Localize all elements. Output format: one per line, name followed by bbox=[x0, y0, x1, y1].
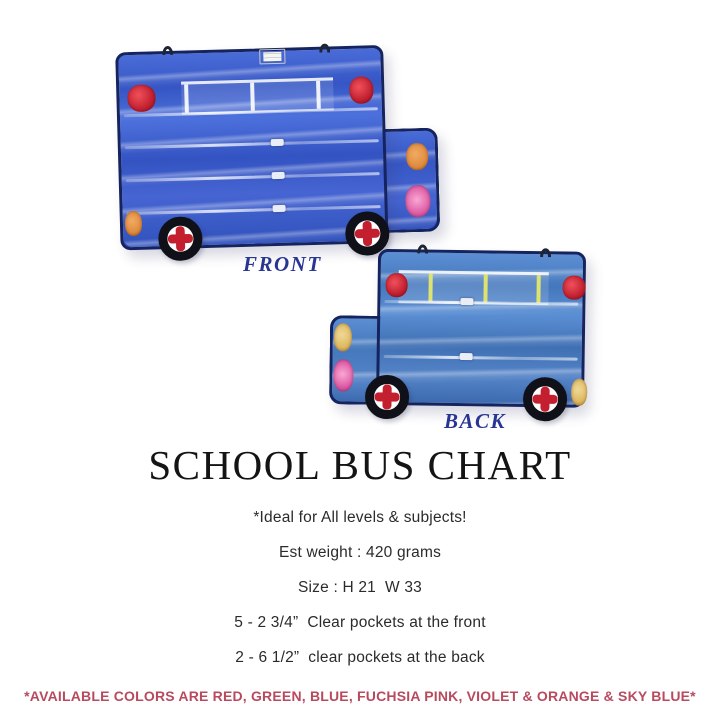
front-view-label: FRONT bbox=[243, 252, 322, 276]
window-divider bbox=[483, 274, 487, 302]
wheel-hub bbox=[381, 391, 393, 403]
detail-front-pockets: 5 - 2 3/4” Clear pockets at the front bbox=[234, 614, 486, 631]
pocket-tab bbox=[271, 139, 284, 146]
window-divider bbox=[184, 84, 189, 112]
pocket-seam bbox=[127, 205, 381, 215]
hanger-loop-icon bbox=[417, 244, 428, 253]
tail-light-red bbox=[127, 84, 156, 112]
pocket-seam bbox=[384, 300, 578, 306]
window-divider bbox=[316, 81, 321, 109]
tail-light-red bbox=[349, 76, 374, 104]
wheel-icon bbox=[365, 375, 410, 420]
wheel-hub bbox=[174, 233, 186, 245]
pocket-tab bbox=[272, 172, 285, 179]
headlight-pink bbox=[333, 359, 353, 391]
pocket-seam bbox=[126, 172, 380, 182]
window-divider bbox=[428, 274, 432, 302]
availability-note: *AVAILABLE COLORS ARE RED, GREEN, BLUE, FUCHSIA PINK, VIOLET & ORANGE & SKY BLUE* bbox=[24, 688, 696, 704]
headlight-orange bbox=[406, 143, 429, 171]
wheel-hub bbox=[539, 393, 551, 405]
bus-body bbox=[115, 45, 388, 250]
window-divider bbox=[250, 83, 255, 111]
hanger-loop-icon bbox=[162, 46, 173, 55]
wheel-icon bbox=[158, 216, 203, 261]
window-divider bbox=[536, 275, 540, 303]
pocket-tab bbox=[460, 353, 473, 360]
front-bus-illustration bbox=[109, 35, 445, 266]
headlight-yellow bbox=[334, 323, 352, 351]
back-view-label: BACK bbox=[444, 409, 507, 433]
product-title: SCHOOL BUS CHART bbox=[148, 442, 572, 488]
side-light-yellow bbox=[571, 379, 587, 406]
side-light-orange bbox=[125, 211, 143, 236]
detail-weight: Est weight : 420 grams bbox=[278, 544, 442, 561]
detail-size: Size : H 21 W 33 bbox=[297, 579, 422, 596]
hanger-loop-icon bbox=[540, 248, 551, 257]
pocket-seam bbox=[125, 139, 379, 149]
tail-light-red bbox=[562, 275, 585, 299]
wheel-icon bbox=[523, 377, 568, 422]
hanger-loop-icon bbox=[319, 43, 330, 52]
back-bus-illustration bbox=[321, 238, 596, 424]
pocket-tab bbox=[273, 205, 286, 212]
brand-tag bbox=[259, 49, 285, 65]
product-details bbox=[0, 500, 720, 675]
detail-ideal: *Ideal for All levels & subjects! bbox=[253, 509, 467, 526]
pocket-tab bbox=[460, 298, 473, 305]
pocket-seam bbox=[384, 355, 578, 361]
tail-light-red bbox=[385, 273, 407, 297]
detail-back-pockets: 2 - 6 1/2” clear pockets at the back bbox=[235, 649, 485, 666]
headlight-pink bbox=[405, 185, 431, 218]
